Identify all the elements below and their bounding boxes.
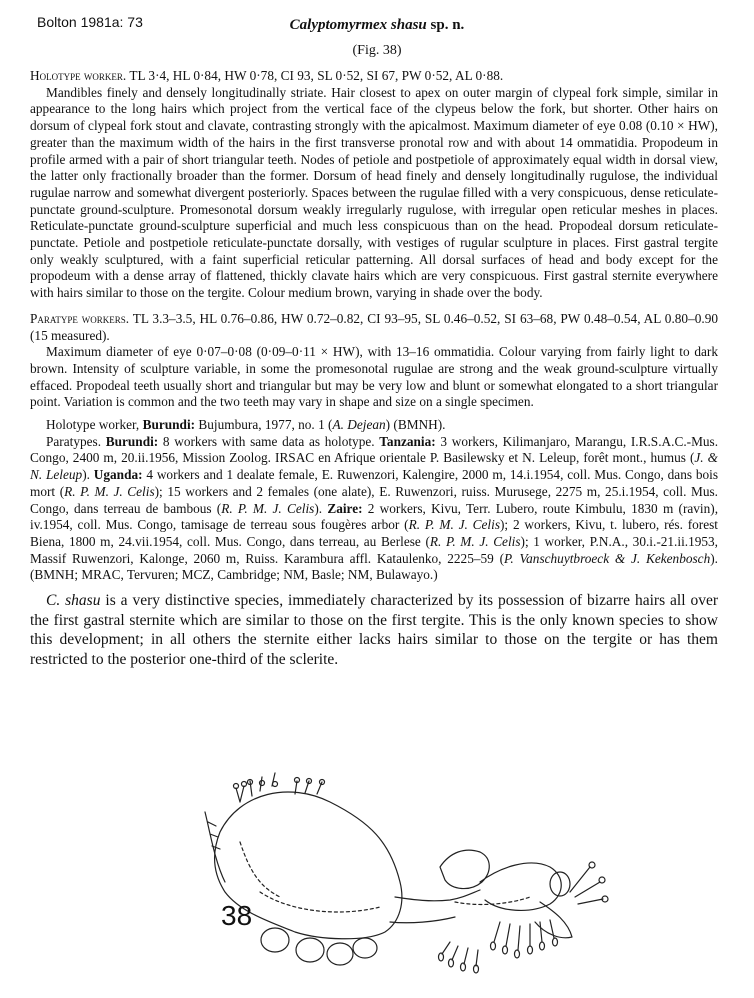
discussion-text: is a very distinctive species, immediately characterized by its possession of bizarre hairs all over the first gastral sternite which are similar to those on the first tergite. This is the only known species to show this development; in all others the sternite either lacks hairs similar to those on the tergite or has them restricted to the posterior one-third of the sclerite. bbox=[30, 592, 719, 668]
sternite-hairs bbox=[439, 920, 558, 973]
zaire-text-3: ); 1 worker, P.N.A., 30.i.-21.ii.1953, Massif Ruwenzori, Kalonge, 2060 m, Ruiss. Karambura affl. Kataulenko, 2225–59 ( bbox=[30, 533, 719, 566]
holotype-description: Mandibles finely and densely longitudinally striate. Hair closest to apex on outer margin of clypeal fork simple, similar in appearance to the long hairs which project from the vertical face of the clypeus below the fork, but shorter. Other hairs on dorsum of clypeal fork stout and clavate, contrasting strongly with the apicalmost. Maximum diameter of eye 0.08 (0.10 × HW), greater than the maximum width of the hairs in the first transverse pronotal row and with about 14 ommatidia. Propodeum in profile armed with a pair of short triangular teeth. Nodes of petiole and postpetiole of approximately equal width in dorsal view, the latter only fractionally broader than the former. Dorsum of head finely and densely longitudinally rugulose, the individual rugulae narrow and somewhat divergent posteriorly. Spaces between the rugulae filled with a very conspicuous, dense reticulate-punctate ground-sculpture. Promesonotal dorsum weakly irregularly rugulose, with irregular open reticular meshes in places. Reticulate-punctate ground-sculpture superficial and much less conspicuous than on the head. Propodeal dorsum reticulate-punctate. Petiole and postpetiole reticulate-punctate dorsally, with vestiges of rugular sculpture in places. First gastral tergite only weakly sculptured, with a faint superficial reticular patterning. All dorsal surfaces of head and body except for the propodeum with a dense array of flattened, thickly clavate hairs which are very conspicuous. First gastral sternite everywhere with hairs similar to those on the tergite. Colour medium brown, varying in shade over the body. bbox=[30, 84, 718, 301]
dorsal-hairs bbox=[234, 773, 325, 802]
paratypes-record bbox=[30, 434, 718, 584]
holotype-heading: Holotype worker. bbox=[30, 68, 127, 83]
discussion bbox=[30, 591, 718, 669]
tanzania-text: 3 workers, Kilimanjaro, Marangu, I.R.S.A.C.-Mus. Congo, 2400 m, 20.ii.1956, Mission Zoolog. IRSAC en Afrique orientale P. Basilewsky et N. Leleup, forêt mont., humus ( bbox=[30, 433, 719, 466]
paratype-heading: Paratype workers. bbox=[30, 310, 130, 326]
head-structure bbox=[480, 863, 561, 910]
zaire-collector-1: R. P. M. J. Celis bbox=[408, 517, 500, 533]
zaire-collector-2: R. P. M. J. Celis bbox=[429, 533, 521, 549]
country-tanzania: Tanzania: bbox=[379, 433, 436, 449]
paratypes-lead: Paratypes. bbox=[46, 433, 102, 449]
ant-illustration bbox=[200, 772, 620, 994]
figure-number: 38 bbox=[221, 900, 253, 931]
holotype-depository: ) (BMNH). bbox=[385, 417, 446, 433]
gaster-suture-2 bbox=[240, 842, 280, 897]
holotype-record-prefix: Holotype worker, bbox=[46, 417, 140, 433]
country-uganda: Uganda: bbox=[93, 467, 143, 483]
uganda-text-1: 4 workers and 1 dealate female, E. Ruwenzori, Kalengire, 2000 m, 14.i.1954, coll. Mus. Congo, dans bois mort ( bbox=[30, 467, 719, 499]
gaster-suture bbox=[260, 892, 380, 912]
petiole-lower bbox=[390, 917, 455, 923]
holotype-record bbox=[30, 417, 718, 434]
paratype-description: Maximum diameter of eye 0·07–0·08 (0·09–0·11 × HW), with 13–16 ommatidia. Colour varying from fairly light to dark brown. Intensity of sculpture variable, in some the promesonotal rugulae are strong and the weak ground-sculpture virtually effaced. Propodeal teeth usually short and triangular but may be very low and blunt or somewhat elongated to a short triangular point. Variation is common and the two teeth may vary in shape and size on a single specimen. bbox=[30, 344, 718, 410]
species-name: Calyptomyrmex shasu bbox=[289, 17, 427, 33]
uganda-text-2: ); 15 workers and 2 females (one alate), E. Ruwenzori, ruiss. Murusege, 2275 m, 25.i.1954, coll. Mus. Congo, dans terreau de bambous ( bbox=[30, 483, 719, 516]
apex-hairs bbox=[570, 867, 603, 904]
species-title bbox=[0, 17, 754, 34]
discussion-species: C. shasu bbox=[46, 592, 101, 610]
country-burundi: Burundi: bbox=[105, 433, 159, 449]
burundi-text: 8 workers with same data as holotype. bbox=[162, 433, 375, 449]
leg-outline bbox=[205, 812, 225, 882]
zaire-text-1: 2 workers, Kivu, Terr. Lubero, route Kimbulu, 1830 m (ravin), iv.1954, coll. Mus. Congo, tamisage de terreau sous fougères arbor ( bbox=[30, 500, 719, 533]
paratype-measurement-values: TL 3.3–3.5, HL 0.76–0.86, HW 0.72–0.82, CI 93–95, SL 0.46–0.52, SI 63–68, PW 0.48–0.54, AL 0.80–0.90 (15 measured). bbox=[30, 310, 718, 343]
uganda-collector-2: R. P. M. J. Celis bbox=[221, 500, 315, 516]
figure-reference: (Fig. 38) bbox=[352, 43, 402, 58]
text-body bbox=[30, 68, 718, 669]
tanzania-end: ). bbox=[82, 467, 90, 483]
zaire-end: ). (BMNH; MRAC, Tervuren; MCZ, Cambridge; NM, Basle; NM, Bulawayo.) bbox=[30, 550, 718, 583]
postpetiole bbox=[440, 850, 489, 888]
holotype-collector: A. Dejean bbox=[332, 417, 386, 433]
uganda-end: ). bbox=[314, 500, 323, 516]
petiole bbox=[395, 890, 480, 901]
holotype-measurement-values: TL 3·4, HL 0·84, HW 0·78, CI 93, SL 0·52, SI 67, PW 0·52, AL 0·88. bbox=[129, 68, 504, 83]
paratype-measurements bbox=[30, 311, 718, 344]
country-zaire: Zaire: bbox=[327, 500, 363, 516]
zaire-collector-3: P. Vanschuytbroeck & J. Kekenbosch bbox=[504, 550, 711, 566]
holotype-country: Burundi: bbox=[142, 417, 196, 433]
tanzania-collector: J. & N. Leleup bbox=[30, 450, 718, 483]
sternite-lobes bbox=[261, 928, 377, 965]
citation: Bolton 1981a: 73 bbox=[37, 14, 143, 30]
uganda-collector-1: R. P. M. J. Celis bbox=[64, 483, 155, 499]
species-status: sp. n. bbox=[430, 17, 465, 33]
holotype-locality: Bujumbura, 1977, no. 1 ( bbox=[198, 417, 333, 433]
zaire-text-2: ); 2 workers, Kivu, t. lubero, rés. forest Biena, 1800 m, 24.vii.1954, coll. Mus. Congo, dans terreau, au Berlese ( bbox=[30, 517, 719, 549]
holotype-measurements bbox=[30, 68, 718, 85]
